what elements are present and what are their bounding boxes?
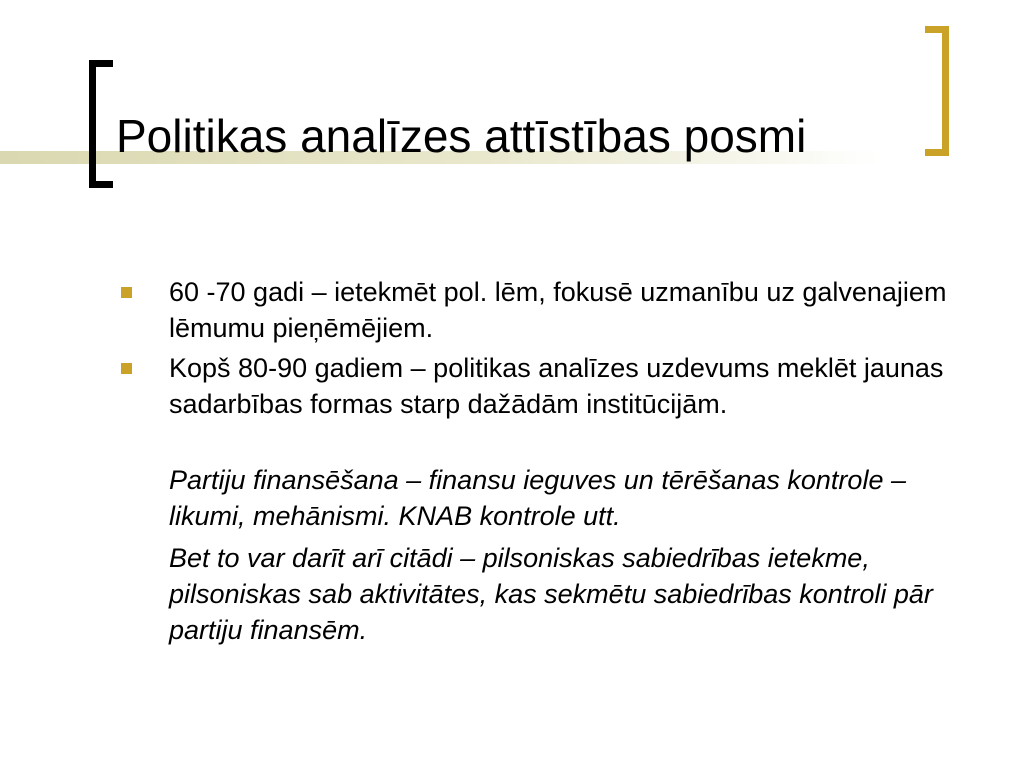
slide-body	[0, 274, 1024, 654]
paragraph-spacer	[0, 426, 1024, 462]
square-bullet-icon	[121, 287, 132, 298]
bullet-item	[169, 274, 969, 346]
left-bracket-decoration	[89, 60, 113, 188]
note-paragraph: Bet to var darīt arī citādi – pilsoniskas sabiedrības ietekme, pilsoniskas sab aktivitātes, kas sekmētu sabiedrības kontroli pār partiju finansēm.	[169, 543, 933, 645]
bullet-text: 60 -70 gadi – ietekmēt pol. lēm, fokusē uzmanību uz galvenajiem lēmumu pieņēmējiem.	[169, 277, 947, 343]
slide-title: Politikas analīzes attīstības posmi	[116, 110, 807, 162]
bullet-text: Kopš 80-90 gadiem – politikas analīzes uzdevums meklēt jaunas sadarbības formas starp dažādām institūcijām.	[169, 353, 944, 419]
bullet-item	[169, 350, 969, 422]
square-bullet-icon	[121, 363, 132, 374]
note-paragraph: Partiju finansēšana – finansu ieguves un tērēšanas kontrole – likumi, mehānismi. KNAB kontrole utt.	[169, 465, 906, 531]
right-bracket-decoration	[925, 26, 949, 156]
